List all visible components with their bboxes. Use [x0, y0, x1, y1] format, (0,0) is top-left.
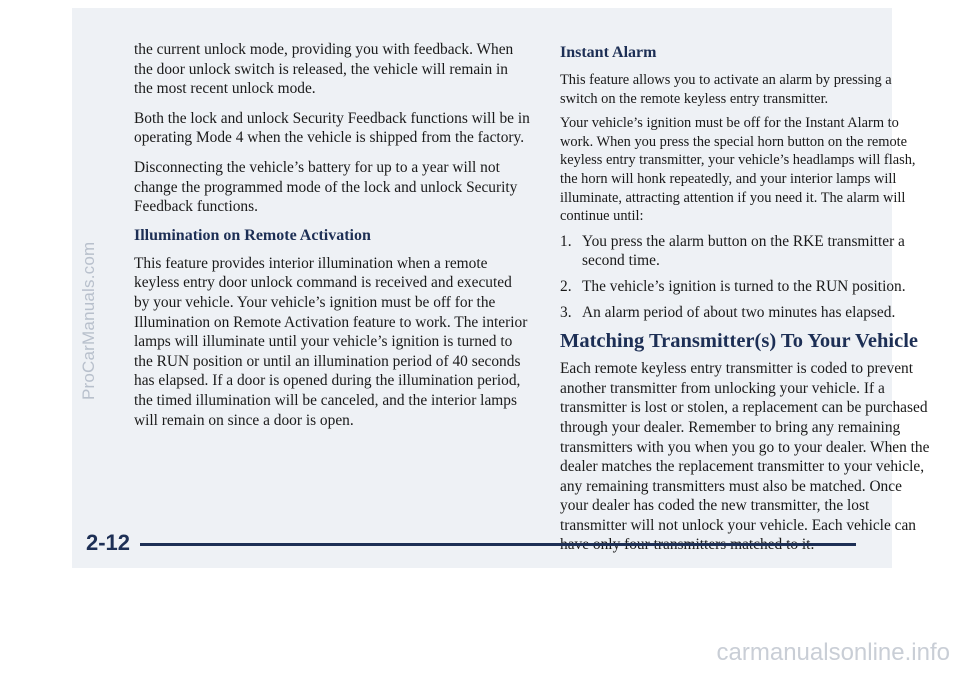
paragraph: This feature provides interior illumination when a remote keyless entry door unlock command is received and executed by your vehicle. Your vehicle’s ignition must be off for the Illumination on Remote Activation feature to work. The interior lamps will illuminate until your vehicle’s ignition is turned to the RUN position or until an illumination period of 40 seconds has elapsed. If a door is opened during the illumination period, the timed illumination will be canceled, and the interior lamps will remain on since a door is open. — [134, 254, 528, 429]
list-number: 1. — [560, 232, 572, 250]
footer-rule — [140, 543, 856, 546]
alarm-end-conditions-list — [560, 232, 932, 322]
right-column — [560, 44, 932, 565]
paragraph: the current unlock mode, providing you with feedback. When the door unlock switch is released, the vehicle will remain in the most recent unlock mode. — [134, 41, 514, 98]
watermark: ProCarManuals.com — [79, 241, 98, 400]
page-footer — [86, 530, 856, 556]
paragraph: This feature allows you to activate an alarm by pressing a switch on the remote keyless entry transmitter. — [560, 72, 892, 107]
list-text: An alarm period of about two minutes has elapsed. — [582, 303, 896, 321]
list-item — [560, 303, 932, 323]
list-text: The vehicle’s ignition is turned to the RUN position. — [582, 277, 906, 295]
list-item — [560, 277, 932, 297]
left-column — [134, 40, 530, 440]
paragraph: Each remote keyless entry transmitter is coded to prevent another transmitter from unlocking your vehicle. If a transmitter is lost or stolen, a replacement can be purchased through your dealer. Remember to bring any remaining transmitters with you when you go to your dealer. When the dealer matches the replacement transmitter to your vehicle, any remaining transmitters must also be matched. Once your dealer has coded the new transmitter, the lost transmitter will not unlock your vehicle. Each vehicle can — [560, 360, 930, 534]
list-number: 3. — [560, 303, 572, 321]
site-credit: carmanualsonline.info — [716, 639, 950, 666]
list-text: You press the alarm button on the RKE transmitter a second time. — [582, 232, 905, 270]
page-number: 2-12 — [86, 530, 131, 555]
paragraph: Disconnecting the vehicle’s battery for up to a year will not change the programmed mode of the lock and unlock Security Feedback functions. — [134, 158, 518, 216]
list-item — [560, 232, 932, 271]
paragraph: Your vehicle’s ignition must be off for the Instant Alarm to work. When you press the special horn button on the remote keyless entry transmitter, your vehicle’s headlamps will flash, the horn will honk repeatedly, and your interior lamps will illuminate, attracting attention if you need it. The alarm will continue until: — [560, 115, 916, 225]
section-title: Matching Transmitter(s) To Your Vehicle — [560, 330, 918, 353]
manual-page — [72, 8, 930, 568]
section-heading: Illumination on Remote Activation — [134, 226, 371, 244]
section-heading: Instant Alarm — [560, 44, 657, 61]
paragraph: Both the lock and unlock Security Feedback functions will be in operating Mode 4 when the vehicle is shipped from the factory. — [134, 109, 530, 147]
list-number: 2. — [560, 277, 572, 295]
